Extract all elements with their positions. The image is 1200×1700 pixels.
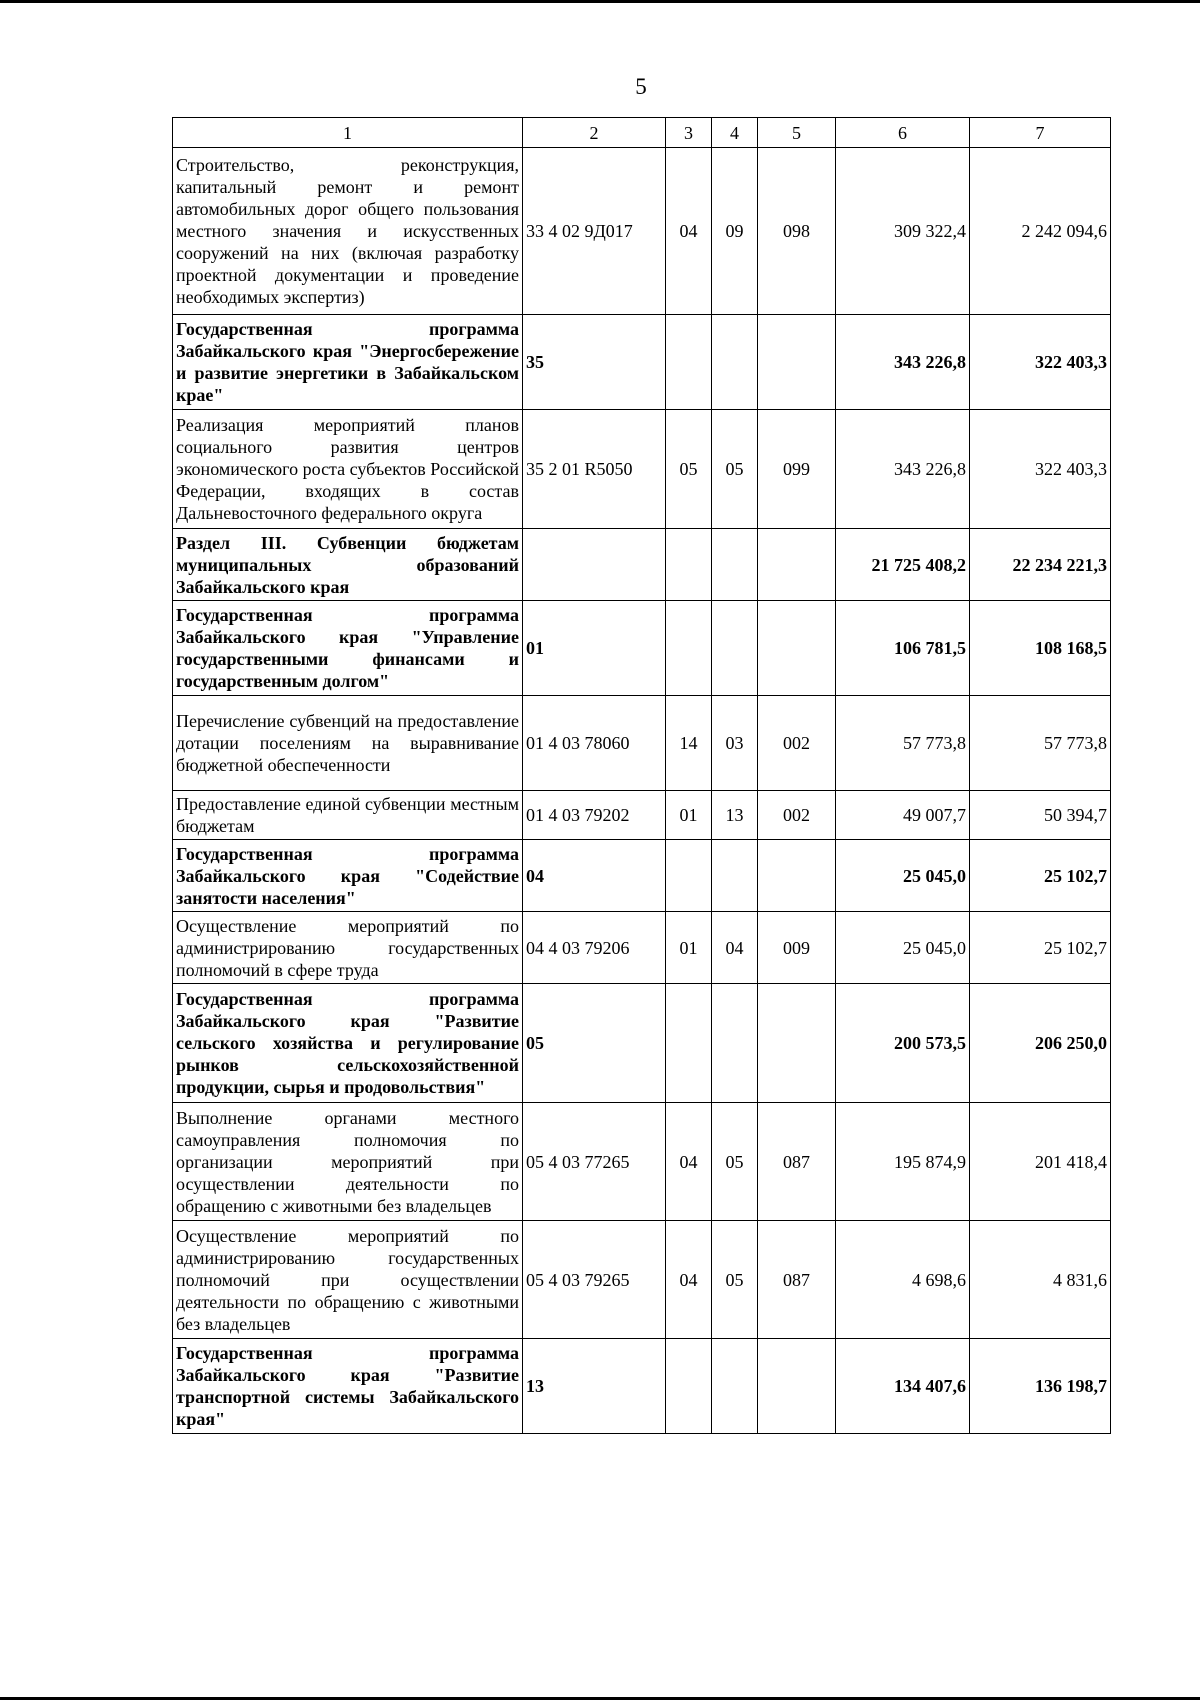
page-number: 5 [635, 74, 647, 99]
row-value-7: 322 403,3 [970, 410, 1111, 529]
row-value-7: 22 234 221,3 [970, 529, 1111, 601]
row-col-3 [666, 529, 712, 601]
row-col-3: 04 [666, 148, 712, 315]
row-value-6: 343 226,8 [836, 315, 970, 410]
row-col-5: 098 [758, 148, 836, 315]
row-code [523, 529, 666, 601]
table-row [173, 315, 1111, 410]
row-name: Строительство, реконструкция, капитальный ремонт и ремонт автомобильных дорог общего пользования местного значения и искусственных сооружений на них (включая разработку проектной документации и проведение необходимых экспертиз) [173, 148, 523, 315]
table-row [173, 1221, 1111, 1339]
row-value-6: 57 773,8 [836, 696, 970, 791]
row-value-7: 322 403,3 [970, 315, 1111, 410]
row-value-7: 25 102,7 [970, 840, 1111, 912]
table-row [173, 791, 1111, 840]
row-name: Перечисление субвенций на предоставление дотации поселениям на выравнивание бюджетной обеспеченности [173, 696, 523, 791]
row-value-7: 136 198,7 [970, 1339, 1111, 1434]
header-col-1: 1 [173, 118, 523, 148]
row-value-6: 25 045,0 [836, 840, 970, 912]
row-code: 04 4 03 79206 [523, 912, 666, 984]
table-row [173, 912, 1111, 984]
row-value-6: 309 322,4 [836, 148, 970, 315]
table-row [173, 410, 1111, 529]
row-code: 13 [523, 1339, 666, 1434]
row-col-4 [712, 984, 758, 1103]
header-col-3: 3 [666, 118, 712, 148]
row-col-5: 009 [758, 912, 836, 984]
row-code: 05 4 03 77265 [523, 1103, 666, 1221]
row-col-3: 04 [666, 1103, 712, 1221]
row-col-5 [758, 840, 836, 912]
row-value-7: 25 102,7 [970, 912, 1111, 984]
table-row [173, 840, 1111, 912]
row-value-6: 25 045,0 [836, 912, 970, 984]
page-top-border [0, 0, 1200, 3]
row-col-4: 05 [712, 410, 758, 529]
row-name: Осуществление мероприятий по администрированию государственных полномочий при осуществлении деятельности по обращению с животными без владельцев [173, 1221, 523, 1339]
header-col-4: 4 [712, 118, 758, 148]
row-col-5 [758, 529, 836, 601]
row-col-5: 087 [758, 1103, 836, 1221]
row-name: Предоставление единой субвенции местным бюджетам [173, 791, 523, 840]
row-col-5: 087 [758, 1221, 836, 1339]
row-code: 04 [523, 840, 666, 912]
row-name: Государственная программа Забайкальского края "Управление государственными финансами и государственным долгом" [173, 601, 523, 696]
row-col-4: 04 [712, 912, 758, 984]
row-code: 33 4 02 9Д017 [523, 148, 666, 315]
row-value-6: 4 698,6 [836, 1221, 970, 1339]
row-col-4: 09 [712, 148, 758, 315]
row-name: Осуществление мероприятий по администрированию государственных полномочий в сфере труда [173, 912, 523, 984]
row-code: 01 [523, 601, 666, 696]
row-col-4 [712, 315, 758, 410]
row-code: 35 [523, 315, 666, 410]
header-row [173, 118, 1111, 148]
row-value-6: 21 725 408,2 [836, 529, 970, 601]
row-col-5 [758, 984, 836, 1103]
row-col-3 [666, 1339, 712, 1434]
table-row [173, 1103, 1111, 1221]
row-code: 05 [523, 984, 666, 1103]
row-col-3: 04 [666, 1221, 712, 1339]
row-value-6: 134 407,6 [836, 1339, 970, 1434]
row-col-5: 002 [758, 791, 836, 840]
row-value-6: 200 573,5 [836, 984, 970, 1103]
row-col-3 [666, 840, 712, 912]
row-col-4 [712, 840, 758, 912]
row-col-3 [666, 984, 712, 1103]
row-col-3: 05 [666, 410, 712, 529]
row-col-3 [666, 315, 712, 410]
row-name: Государственная программа Забайкальского края "Развитие сельского хозяйства и регулирование рынков сельскохозяйственной продукции, сырья и продовольствия" [173, 984, 523, 1103]
row-col-4 [712, 1339, 758, 1434]
row-code: 05 4 03 79265 [523, 1221, 666, 1339]
row-col-5: 002 [758, 696, 836, 791]
row-value-7: 50 394,7 [970, 791, 1111, 840]
row-name: Государственная программа Забайкальского края "Развитие транспортной системы Забайкальского края" [173, 1339, 523, 1434]
table-row [173, 529, 1111, 601]
header-col-7: 7 [970, 118, 1111, 148]
row-col-4 [712, 529, 758, 601]
row-value-7: 206 250,0 [970, 984, 1111, 1103]
row-col-3: 14 [666, 696, 712, 791]
row-col-5 [758, 601, 836, 696]
row-code: 01 4 03 79202 [523, 791, 666, 840]
header-col-5: 5 [758, 118, 836, 148]
row-col-4: 03 [712, 696, 758, 791]
row-col-3: 01 [666, 912, 712, 984]
row-name: Государственная программа Забайкальского края "Энергосбережение и развитие энергетики в Забайкальском крае" [173, 315, 523, 410]
table-row [173, 984, 1111, 1103]
row-code: 01 4 03 78060 [523, 696, 666, 791]
row-col-3 [666, 601, 712, 696]
row-value-6: 106 781,5 [836, 601, 970, 696]
budget-table [172, 117, 1111, 1434]
row-col-5 [758, 1339, 836, 1434]
row-value-6: 343 226,8 [836, 410, 970, 529]
row-code: 35 2 01 R5050 [523, 410, 666, 529]
row-col-4: 05 [712, 1103, 758, 1221]
row-value-6: 195 874,9 [836, 1103, 970, 1221]
table-row [173, 148, 1111, 315]
row-col-3: 01 [666, 791, 712, 840]
row-name: Выполнение органами местного самоуправления полномочия по организации мероприятий при осуществлении деятельности по обращению с животными без владельцев [173, 1103, 523, 1221]
table-row [173, 696, 1111, 791]
table-row [173, 601, 1111, 696]
row-value-7: 4 831,6 [970, 1221, 1111, 1339]
header-col-2: 2 [523, 118, 666, 148]
row-name: Раздел III. Субвенции бюджетам муниципальных образований Забайкальского края [173, 529, 523, 601]
row-col-5: 099 [758, 410, 836, 529]
row-value-6: 49 007,7 [836, 791, 970, 840]
row-name: Реализация мероприятий планов социального развития центров экономического роста субъектов Российской Федерации, входящих в состав Дальневосточного федерального округа [173, 410, 523, 529]
row-col-4: 05 [712, 1221, 758, 1339]
row-name: Государственная программа Забайкальского края "Содействие занятости населения" [173, 840, 523, 912]
header-col-6: 6 [836, 118, 970, 148]
row-col-4: 13 [712, 791, 758, 840]
row-value-7: 108 168,5 [970, 601, 1111, 696]
row-col-4 [712, 601, 758, 696]
row-value-7: 57 773,8 [970, 696, 1111, 791]
row-col-5 [758, 315, 836, 410]
table-row [173, 1339, 1111, 1434]
row-value-7: 201 418,4 [970, 1103, 1111, 1221]
row-value-7: 2 242 094,6 [970, 148, 1111, 315]
